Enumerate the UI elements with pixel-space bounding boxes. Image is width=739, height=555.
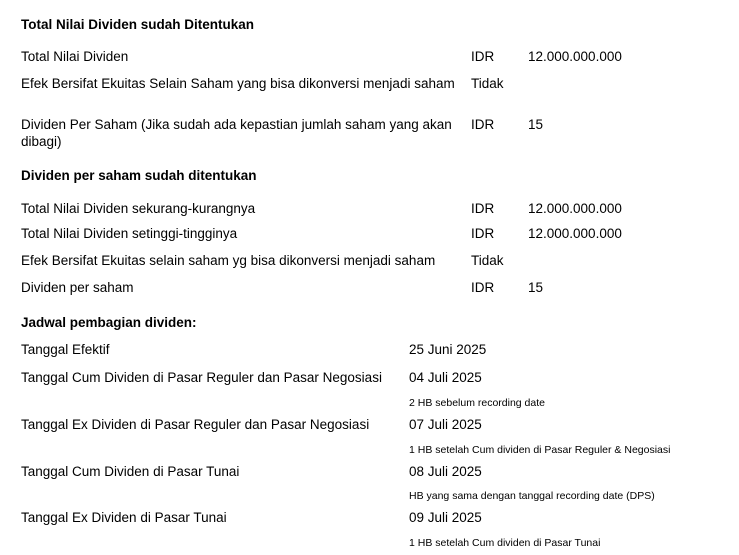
row-label: Total Nilai Dividen sekurang-kurangnya: [21, 201, 256, 216]
schedule-label: Tanggal Efektif: [21, 342, 110, 357]
row-label: Total Nilai Dividen setinggi-tingginya: [21, 226, 238, 241]
row-value: 15: [528, 280, 544, 295]
row-currency: Tidak: [471, 253, 504, 268]
row-value: 12.000.000.000: [528, 49, 622, 64]
row-label: Efek Bersifat Ekuitas selain saham yg bisa dikonversi menjadi saham: [21, 253, 436, 268]
schedule-label: Tanggal Cum Dividen di Pasar Reguler dan Pasar Negosiasi: [21, 370, 382, 385]
row-label: Dividen Per Saham (Jika sudah ada kepastian jumlah saham yang akan dibagi): [21, 117, 452, 149]
schedule-note: 1 HB setelah Cum dividen di Pasar Tunai: [409, 537, 601, 549]
schedule-label: Tanggal Ex Dividen di Pasar Tunai: [21, 510, 227, 525]
schedule-date: 08 Juli 2025: [409, 464, 482, 479]
row-value: 15: [528, 117, 544, 132]
row-currency: IDR: [471, 201, 495, 216]
row-value: 12.000.000.000: [528, 226, 622, 241]
schedule-label: Tanggal Cum Dividen di Pasar Tunai: [21, 464, 240, 479]
schedule-note: 1 HB setelah Cum dividen di Pasar Reguler & Negosiasi: [409, 444, 671, 456]
row-currency: Tidak: [471, 76, 504, 91]
row-currency: IDR: [471, 117, 495, 132]
section-title: Dividen per saham sudah ditentukan: [21, 168, 257, 183]
schedule-date: 09 Juli 2025: [409, 510, 482, 525]
row-currency: IDR: [471, 226, 495, 241]
schedule-label: Tanggal Ex Dividen di Pasar Reguler dan Pasar Negosiasi: [21, 417, 370, 432]
schedule-date: 07 Juli 2025: [409, 417, 482, 432]
section-title: Total Nilai Dividen sudah Ditentukan: [21, 17, 255, 32]
row-label: Efek Bersifat Ekuitas Selain Saham yang bisa dikonversi menjadi saham: [21, 76, 455, 91]
schedule-date: 04 Juli 2025: [409, 370, 482, 385]
row-currency: IDR: [471, 280, 495, 295]
schedule-date: 25 Juni 2025: [409, 342, 487, 357]
row-currency: IDR: [471, 49, 495, 64]
row-value: 12.000.000.000: [528, 201, 622, 216]
schedule-note: HB yang sama dengan tanggal recording date (DPS): [409, 490, 655, 502]
section-title: Jadwal pembagian dividen:: [21, 315, 197, 330]
schedule-note: 2 HB sebelum recording date: [409, 397, 545, 409]
row-label: Total Nilai Dividen: [21, 49, 129, 64]
row-label: Dividen per saham: [21, 280, 134, 295]
